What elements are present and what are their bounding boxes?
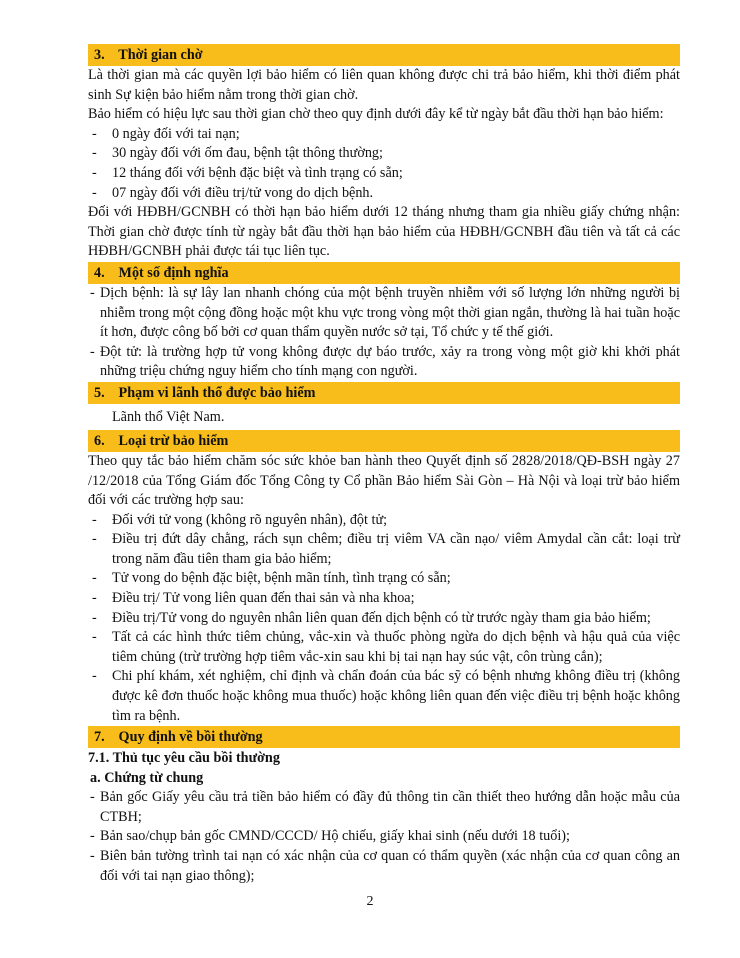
paragraph: Bảo hiểm có hiệu lực sau thời gian chờ theo quy định dưới đây kể từ ngày bắt đầu thời hạn bảo hiểm: — [88, 106, 664, 123]
document-page — [88, 44, 680, 886]
section-title: Phạm vi lãnh thổ được bảo hiểm — [118, 384, 316, 401]
list-item: - Đột tử: là trường hợp tử vong không được dự báo trước, xảy ra trong vòng một giờ khi khởi phát những triệu chứng nguy hiểm cho tính mạng con người. — [88, 343, 680, 382]
list-item: - Điều trị/Tử vong do nguyên nhân liên quan đến dịch bệnh có từ trước ngày tham gia bảo hiểm; — [88, 609, 680, 629]
subsection-title: a. Chứng từ chung — [90, 770, 204, 787]
paragraph: Đối với HĐBH/GCNBH có thời hạn bảo hiểm dưới 12 tháng nhưng tham gia nhiều giấy chứng nhận: Thời gian chờ được tính từ ngày bắt đầu thời hạn bảo hiểm của HĐBH/GCNBH đầu tiên và tất cả các HĐBH/GCNBH phải được tái tục liên tục. — [88, 204, 680, 260]
section-number: 5. — [94, 384, 105, 401]
section-3-header — [88, 44, 680, 66]
list-item: - Tất cả các hình thức tiêm chủng, vắc-xin và thuốc phòng ngừa do dịch bệnh và hậu quả của việc tiêm chủng (trừ trường hợp tiêm vắc-xin sau khi bị tai nạn hay súc vật, côn trùng cắn); — [88, 628, 680, 667]
section-6-header — [88, 430, 680, 452]
section-number: 6. — [94, 432, 105, 449]
section-title: Thời gian chờ — [118, 47, 203, 63]
list-item: - Biên bản tường trình tai nạn có xác nhận của cơ quan có thẩm quyền (xác nhận của cơ quan công an đối với tai nạn giao thông); — [88, 847, 680, 886]
paragraph: Theo quy tắc bảo hiểm chăm sóc sức khỏe ban hành theo Quyết định số 2828/2018/QĐ-BSH ngày 27 /12/2018 của Tổng Giám đốc Tổng Công ty Cổ phần Bảo hiểm Sài Gòn – Hà Nội và loại trừ bảo hiểm đối với các trường hợp sau: — [88, 452, 680, 509]
list-item: - Chi phí khám, xét nghiệm, chỉ định và chẩn đoán của bác sỹ có bệnh nhưng không điều trị (không được kê đơn thuốc hoặc không mua thuốc) hoặc không liên quan đến việc điều trị bệnh hoặc không tìm ra bệnh. — [88, 667, 680, 726]
list-item: - 12 tháng đối với bệnh đặc biệt và tình trạng có sẵn; — [88, 164, 680, 184]
list-item: - Điều trị đứt dây chằng, rách sụn chêm; điều trị viêm VA cần nạo/ viêm Amydal cần cắt: loại trừ trong năm đầu tiên tham gia bảo hiểm; — [88, 530, 680, 569]
list-item: - 07 ngày đối với điều trị/tử vong do dịch bệnh. — [88, 184, 680, 204]
subsection-title: 7.1. Thủ tục yêu cầu bồi thường — [88, 750, 280, 767]
section-title: Loại trừ bảo hiểm — [118, 432, 229, 449]
list-item: - Điều trị/ Tử vong liên quan đến thai sản và nha khoa; — [88, 589, 680, 609]
section-number: 4. — [94, 264, 105, 281]
section-7-header — [88, 726, 680, 748]
list-item: - Đối với tử vong (không rõ nguyên nhân), đột tử; — [88, 511, 680, 531]
section-5-header — [88, 382, 680, 404]
paragraph: Là thời gian mà các quyền lợi bảo hiểm có liên quan không được chi trả bảo hiểm, khi thời điểm phát sinh Sự kiện bảo hiểm nằm trong thời gian chờ. — [88, 67, 680, 103]
paragraph: Lãnh thổ Việt Nam. — [112, 408, 225, 425]
section-4-header — [88, 262, 680, 284]
list-item: - Dịch bệnh: là sự lây lan nhanh chóng của một bệnh truyền nhiễm với số lượng lớn những người bị nhiễm trong một cộng đồng hoặc một khu vực trong vòng một thời gian ngắn, thường là hai tuần hoặc ít hơn, được công bố bởi cơ quan thẩm quyền nước sở tại, Tổ chức y tế thế giới. — [88, 284, 680, 343]
section-number: 7. — [94, 729, 105, 746]
section-title: Quy định về bồi thường — [118, 729, 263, 746]
list-item: - 30 ngày đối với ốm đau, bệnh tật thông thường; — [88, 144, 680, 164]
page-number: 2 — [366, 894, 374, 909]
section-number: 3. — [94, 47, 105, 63]
section-title: Một số định nghĩa — [118, 264, 229, 281]
list-item: - 0 ngày đối với tai nạn; — [88, 125, 680, 145]
list-item: - Bản gốc Giấy yêu cầu trả tiền bảo hiểm có đầy đủ thông tin cần thiết theo hướng dẫn hoặc mẫu của CTBH; — [88, 788, 680, 827]
list-item: - Bản sao/chụp bản gốc CMND/CCCD/ Hộ chiếu, giấy khai sinh (nếu dưới 18 tuổi); — [88, 827, 680, 847]
list-item: - Tử vong do bệnh đặc biệt, bệnh mãn tính, tình trạng có sẵn; — [88, 569, 680, 589]
